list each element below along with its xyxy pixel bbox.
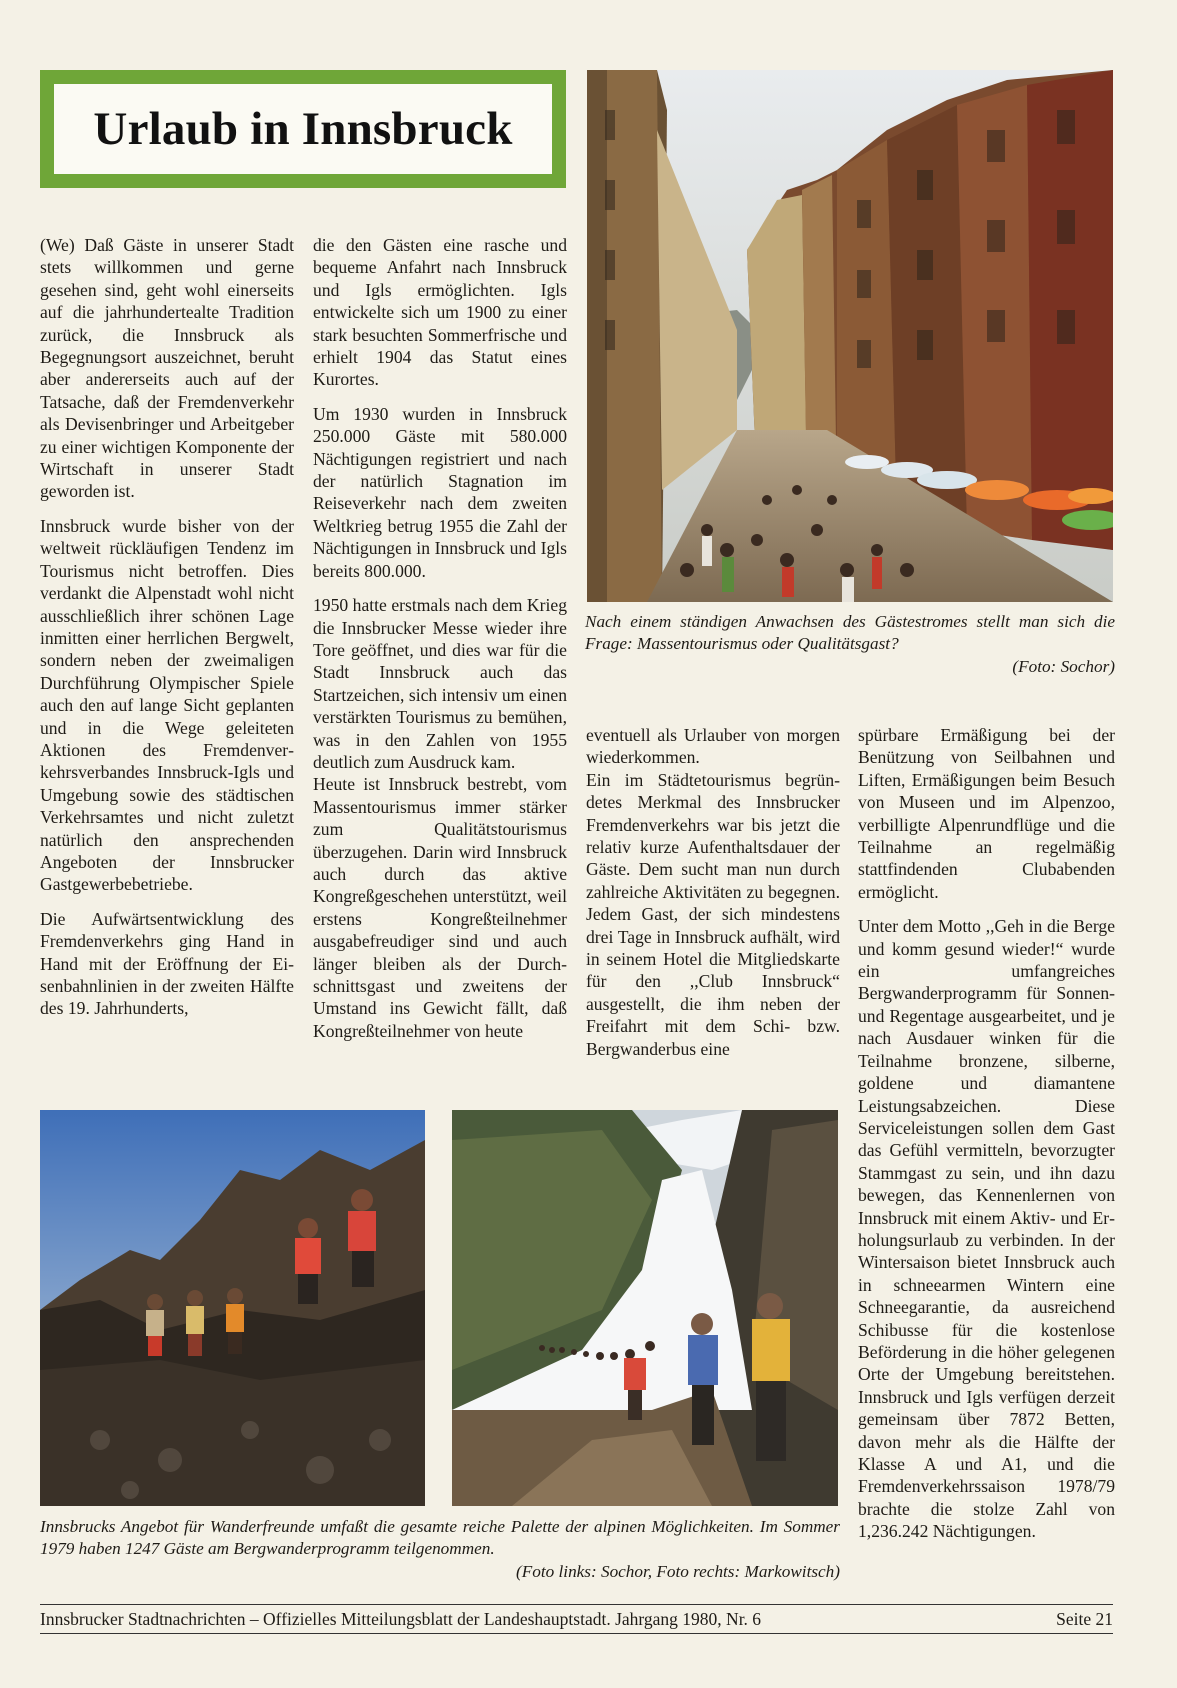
article-column-3 [586,724,840,1060]
article-column-1 [40,234,294,1020]
article-column-4 [858,724,1115,1543]
title-box [40,70,566,188]
paragraph: die den Gästen eine rasche und bequeme Anfahrt nach Innsbruck und Igls ermöglichten. Igls entwickelte sich um 1900 zu einer stark besuchten Sommerfrische und erhielt 1904 das Statut eines Kurortes. [313,235,567,390]
paragraph: spürbare Ermäßigung bei der Benützung von Seilbahnen und Liften, Ermäßigungen beim Besuch von Museen und im Alpenzoo, verbilligte Alpenrundflüge und die Teilnahme an regelmäßig stattfindenden Clubabenden ermöglicht. [858,725,1115,902]
paragraph: Unter dem Motto ,,Geh in die Berge und komm gesund wieder!“ wurde ein umfangreiches Bergwanderprogramm für Sonnen- und Regentage ausgearbeitet, und je nach Ausdauer winken für die Teilnahme bronzene, silberne, goldene und diamantene Leistungsabzeichen. Diese Serviceleistungen sollen dem Gast das Gefühl vermitteln, bevorzugter Stammgast zu sein, und ihn dazu bewegen, das Kennenlernen von Innsbruck mit einem Aktiv- und Erholungsurlaub zu verbinden. In der Wintersaison bietet Innsbruck auch in schneearmen Wintern eine Schneegarantie, da ausreichend Schibusse für die kostenlose Beförderung in die höher gelegenen Orte der Umgebung bereitstehen. Innsbruck und Igls verfügen derzeit gemeinsam über 7872 Betten, davon mehr als die Hälfte der Klasse A und A1, und die Fremdenverkehrssaison 1978/79 brachte die stolze Zahl von 1,236.242 Nächtigungen. [858,916,1115,1542]
photo-snowfield-hike [452,1110,838,1506]
footer-publication: Innsbrucker Stadtnachrichten – Offizielles Mitteilungsblatt der Landeshauptstadt. Jahrgang 1980, Nr. 6 [40,1608,762,1629]
photo-credit: (Foto: Sochor) [1012,656,1115,676]
paragraph: Um 1930 wurden in Innsbruck 250.000 Gäste mit 580.000 Nächtigungen registriert und nach der natürlich Stagnation im Reiseverkehr nach dem zweiten Weltkrieg betrug 1955 die Zahl der Nächtigungen in Innsbruck und Igls bereits 800.000. [313,403,567,581]
bottom-photo-caption [40,1516,840,1583]
photo-credit: (Foto links: Sochor, Foto rechts: Markowitsch) [516,1561,840,1581]
article-column-2 [313,234,567,1042]
caption-text: Nach einem ständigen Anwachsen des Gästestromes stellt man sich die Frage: Massentourismus oder Qualitätsgast? [585,612,1115,654]
top-photo-caption [585,611,1115,678]
page-footer [40,1604,1113,1634]
paragraph: Ein im Städtetourismus begründetes Merkmal des Innsbrucker Fremdenverkehrs war bis jetzt die relativ kurze Aufenthaltsdauer der Gäste. Dem sucht man nun durch zahlreiche Aktivitäten zu begegnen. Jedem Gast, der sich mindestens drei Tage in Innsbruck aufhält, wird in seinem Hotel die Mitgliedskarte für den ,,Club Innsbruck“ ausgestellt, die ihm neben der Freifahrt mit dem Schi- bzw. Bergwanderbus eine [586,769,840,1059]
paragraph: eventuell als Urlauber von morgen wiederkommen. [586,725,840,768]
paragraph: 1950 hatte erstmals nach dem Krieg die Innsbrucker Messe wieder ihre Tore geöffnet, und dies war für die Stadt Innsbruck auch das Startzeichen, sich intensiv um einen verstärkten Tourismus zu bemühen, was in den Zahlen von 1955 deutlich zum Ausdruck kam. [313,595,567,772]
photo-hikers-ridge [40,1110,425,1506]
hikers-ridge-image [40,1110,425,1506]
street-scene-image [587,70,1113,602]
snowfield-hike-image [452,1110,838,1506]
paragraph: Innsbruck wurde bisher von der weltweit rückläufigen Tendenz im Tourismus nicht betroffen. Dies verdankt die Alpenstadt wohl nicht ausschließlich ihrer schönen Lage inmitten einer herrlichen Bergwelt, sondern neben der zweimaligen Durchführung Olympischer Spiele auch den auf lange Sicht geplanten und in die Wege geleiteten Aktionen des Fremdenverkehrsverbandes Innsbruck-Igls und Umgebung sowie des städtischen Verkehrsamtes und nicht zuletzt natürlich den ansprechenden Angeboten der Innsbrucker Gastgewerbebetriebe. [40,515,294,895]
photo-old-town-street [587,70,1113,602]
paragraph: (We) Daß Gäste in unserer Stadt stets willkommen und gerne gesehen sind, geht wohl einerseits auf die jahrhundertealte Tradition zurück, die Innsbruck als Begegnungsort auszeichnet, beruht aber andererseits auch auf der Tatsache, daß der Fremdenverkehr als Devisenbringer und Arbeitgeber zu einer wichtigen Komponente der Wirtschaft in unserer Stadt geworden ist. [40,235,294,502]
page-title: Urlaub in Innsbruck [93,103,513,155]
page-number: Seite 21 [1056,1608,1113,1629]
paragraph: Die Aufwärtsentwicklung des Fremdenverkehrs ging Hand in Hand mit der Eröffnung der Eisenbahnlinien in der zweiten Hälfte des 19. Jahrhunderts, [40,908,294,1019]
paragraph: Heute ist Innsbruck bestrebt, vom Massentourismus immer stärker zum Qualitätstourismus überzugehen. Darin wird Innsbruck auch durch das aktive Kongreßgeschehen unterstützt, weil erstens Kongreßteilnehmer ausgabefreudiger sind und auch länger bleiben als der Durchschnittsgast und zweitens der Umstand ins Gewicht fällt, daß Kongreßteilnehmer von heute [313,774,567,1041]
caption-text: Innsbrucks Angebot für Wanderfreunde umfaßt die gesamte reiche Palette der alpinen Möglichkeiten. Im Sommer 1979 haben 1247 Gäste am Bergwanderprogramm teilgenommen. [40,1517,840,1559]
